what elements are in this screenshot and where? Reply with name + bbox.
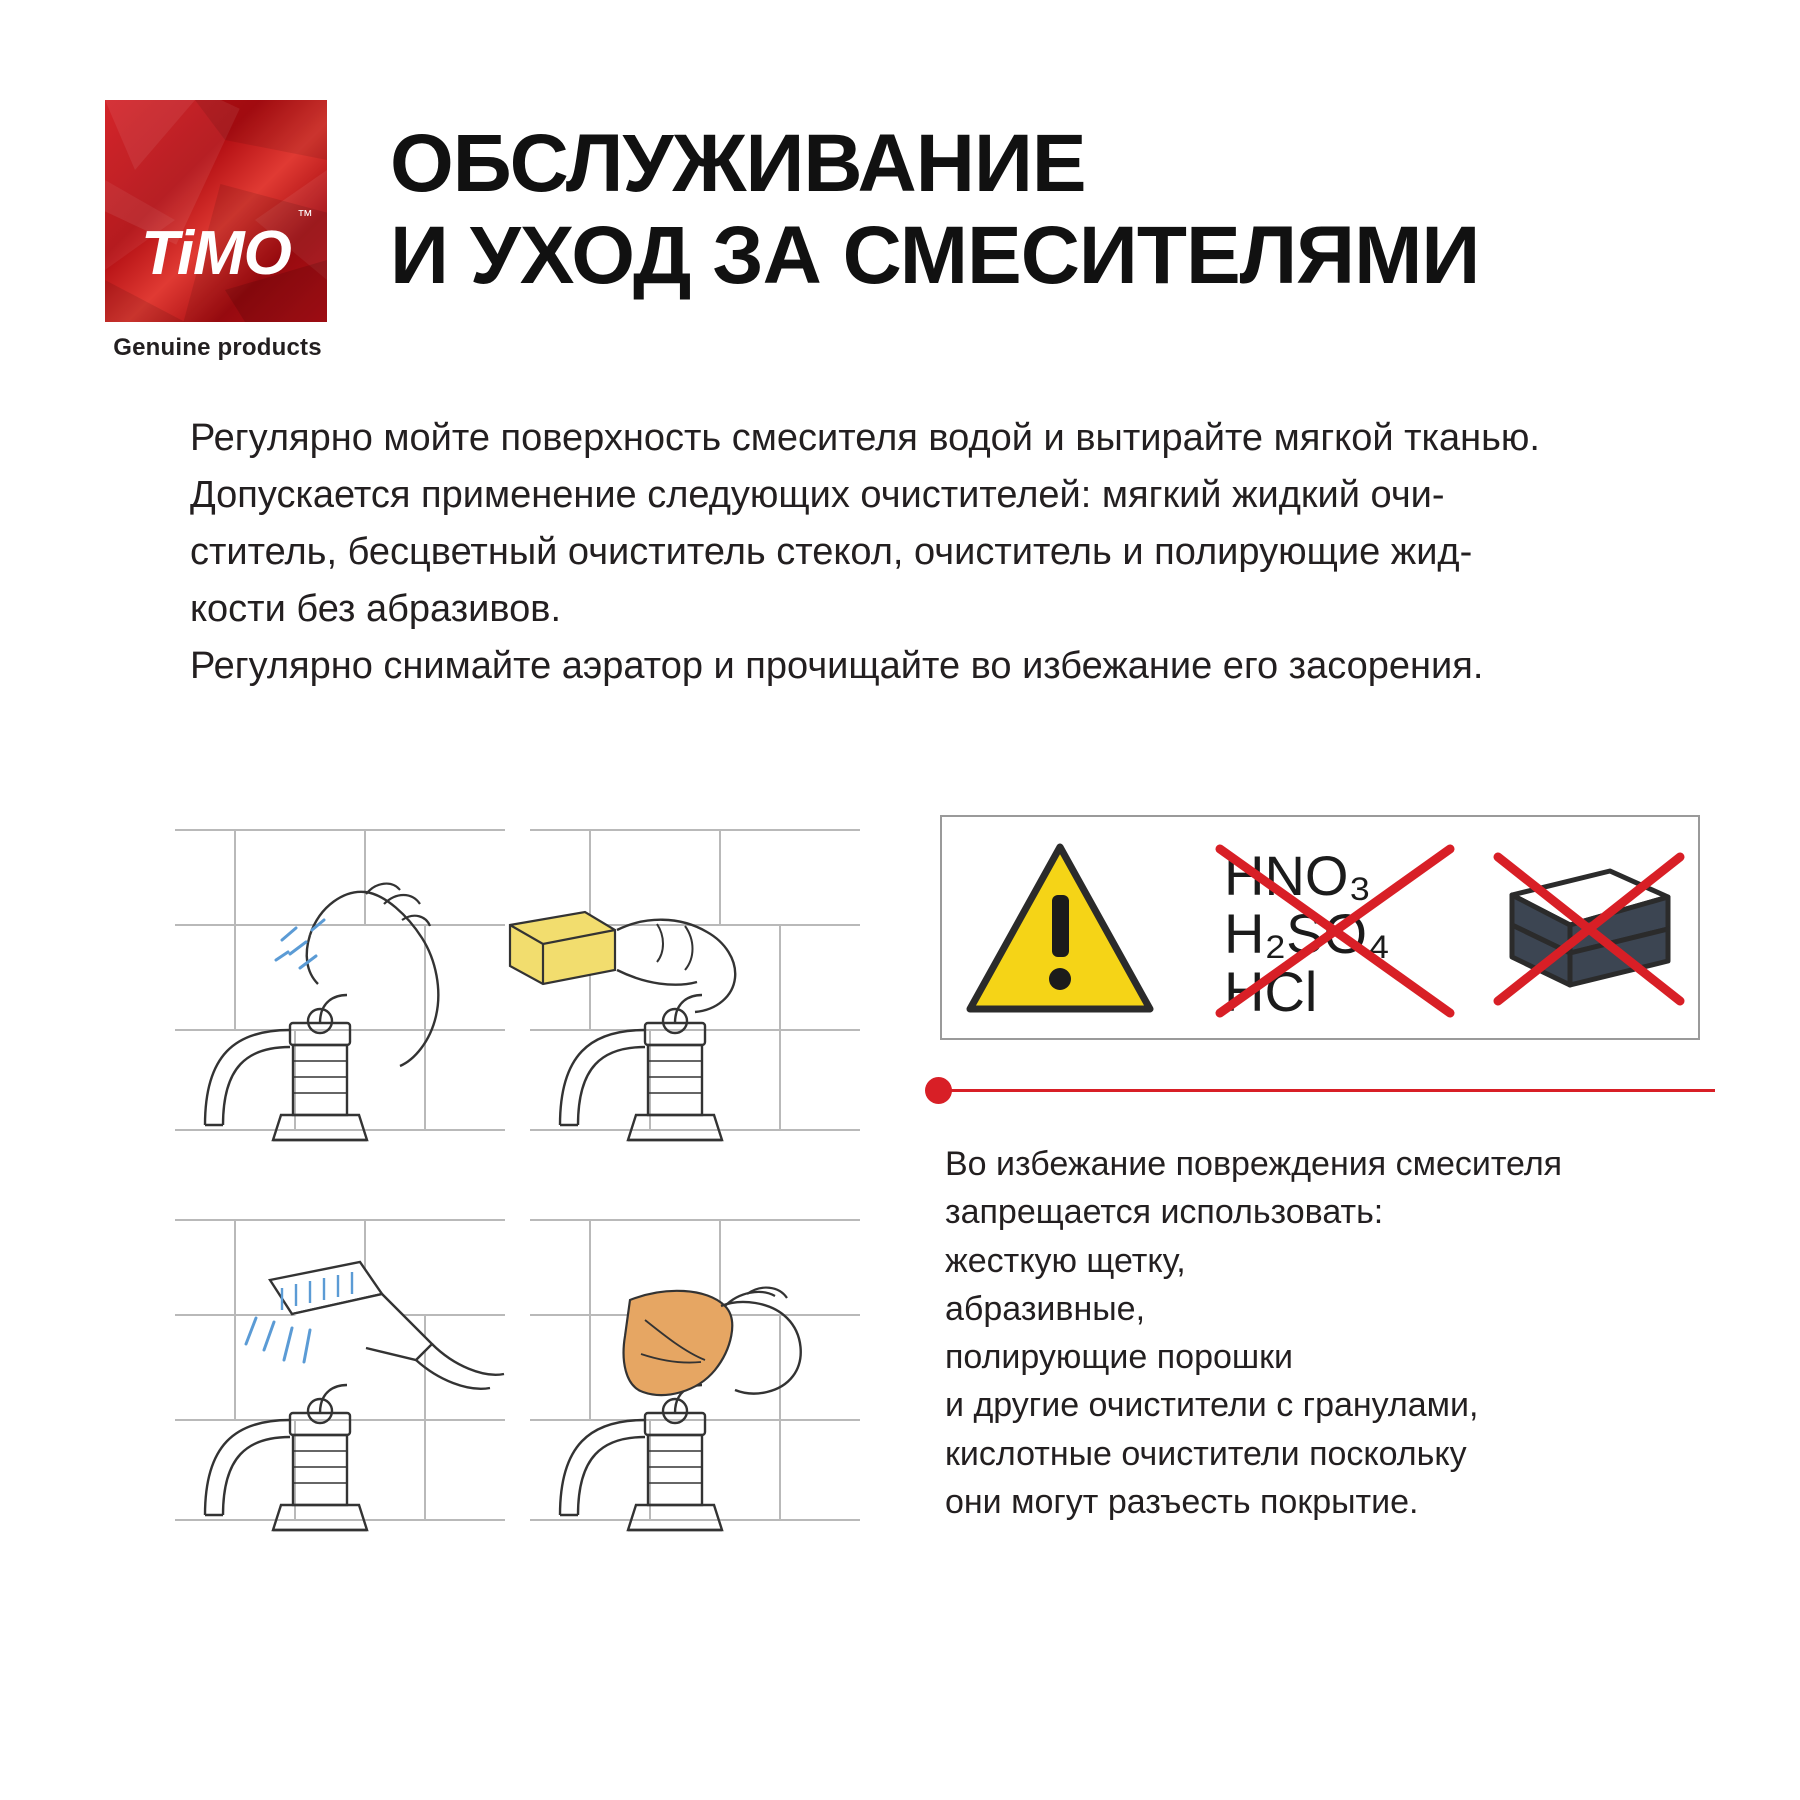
- intro-line-1: Регулярно мойте поверхность смесителя водой и вытирайте мягкой тканью.: [190, 417, 1540, 459]
- warning-line-6: и другие очистители с гранулами,: [945, 1386, 1479, 1425]
- red-divider: [925, 1075, 1715, 1105]
- chem-line-1: HNO₃: [1224, 844, 1372, 907]
- illustration-faucet-rinse-with-water: [175, 830, 505, 1140]
- warning-line-3: жесткую щетку,: [945, 1241, 1186, 1280]
- yellow-sponge-icon: [510, 912, 615, 984]
- warning-line-8: они могут разъесть покрытие.: [945, 1482, 1419, 1521]
- intro-line-2: Допускается применение следующих очистителей: мягкий жидкий очи-: [190, 474, 1445, 516]
- illustration-faucet-polish-with-cloth: [530, 1220, 860, 1530]
- header: [105, 100, 1725, 360]
- prohibition-panel-svg: [942, 817, 1698, 1038]
- illustration-grid: [170, 820, 930, 1580]
- illustration-svg: [170, 820, 930, 1580]
- chem-line-2: H₂SO₄: [1224, 902, 1390, 965]
- page-title: [390, 118, 1720, 302]
- intro-line-4: кости без абразивов.: [190, 588, 562, 630]
- red-rule-line: [951, 1089, 1715, 1092]
- red-bullet-dot: [925, 1077, 952, 1104]
- intro-line-3: ститель, бесцветный очиститель стекол, очиститель и полирующие жид-: [190, 531, 1473, 573]
- warning-line-2: запрещается использовать:: [945, 1193, 1384, 1232]
- page-title-line-2: И УХОД ЗА СМЕСИТЕЛЯМИ: [390, 209, 1480, 301]
- chem-line-3: HCl: [1224, 960, 1318, 1023]
- orange-cloth-icon: [624, 1291, 733, 1395]
- warning-line-5: полирующие порошки: [945, 1338, 1294, 1377]
- trademark-symbol: ™: [297, 208, 313, 225]
- logo-mark: [105, 100, 327, 322]
- warning-line-7: кислотные очистители поскольку: [945, 1434, 1467, 1473]
- brand-logo: [105, 100, 330, 362]
- illustration-faucet-wipe-with-yellow-sponge: [510, 830, 860, 1140]
- warning-line-4: абразивные,: [945, 1289, 1146, 1328]
- warning-text-block: [945, 1140, 1735, 1526]
- warning-triangle-icon: [970, 847, 1150, 1009]
- abrasive-sponge-icon: [1498, 857, 1680, 1001]
- illustration-faucet-shower-head-rinse: [175, 1220, 505, 1530]
- logo-tagline: Genuine products: [113, 334, 322, 361]
- logo-wordmark: TiMO: [141, 219, 291, 288]
- shower-head-icon: [246, 1262, 504, 1389]
- intro-paragraph: [190, 410, 1730, 695]
- page-title-line-1: ОБСЛУЖИВАНИЕ: [390, 118, 1086, 209]
- warning-line-1: Во избежание повреждения смесителя: [945, 1145, 1563, 1183]
- chemical-formulas: [1220, 844, 1450, 1023]
- prohibition-panel: [940, 815, 1700, 1040]
- intro-line-5: Регулярно снимайте аэратор и прочищайте во избежание его засорения.: [190, 645, 1484, 687]
